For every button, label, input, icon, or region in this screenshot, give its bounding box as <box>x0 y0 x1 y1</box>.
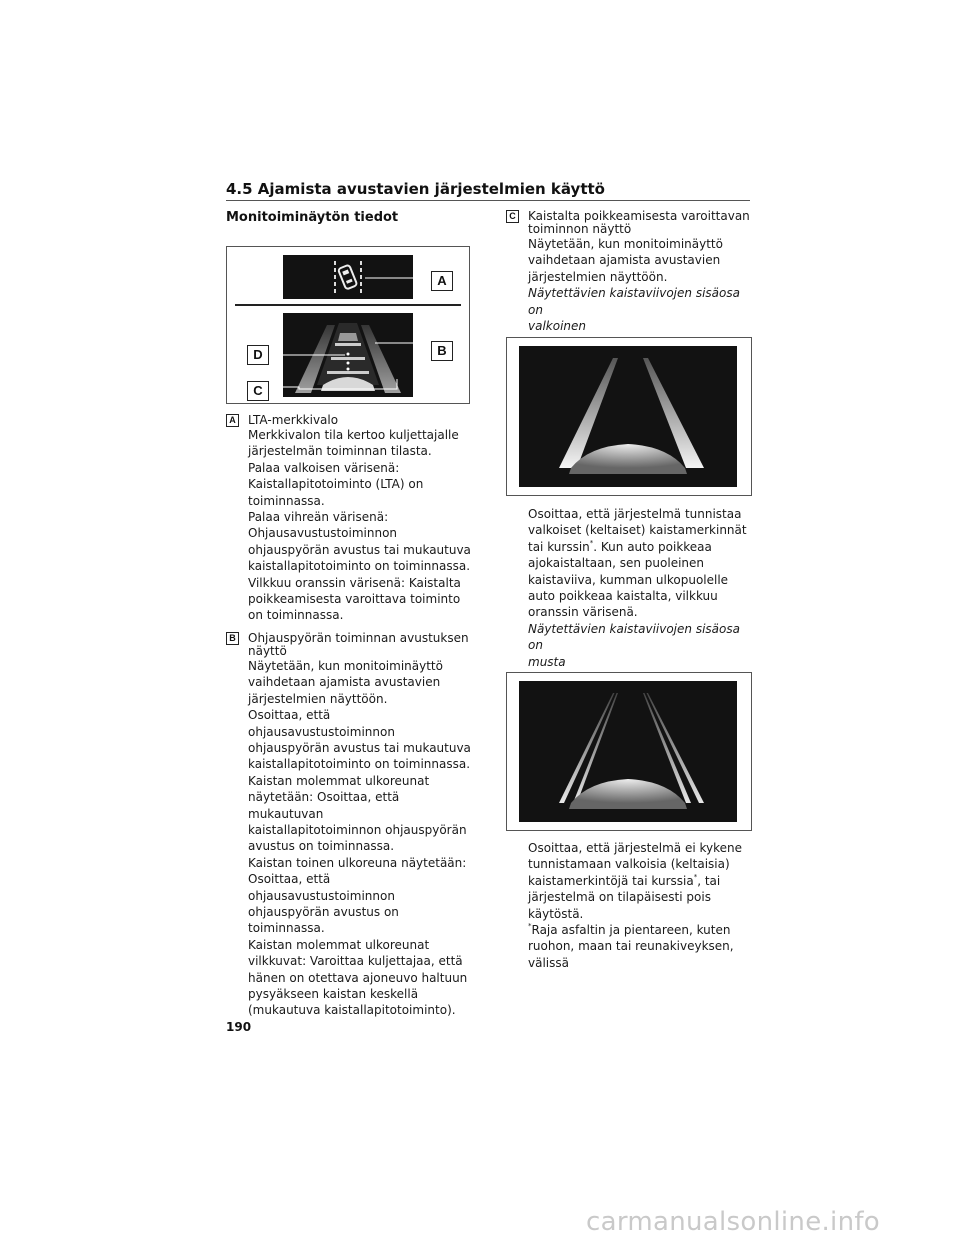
lane-figure-black <box>506 672 752 831</box>
desc-2-line: järjestelmä on tilapäisesti pois <box>528 890 711 905</box>
steering-assist-screen <box>283 313 413 397</box>
display-divider <box>235 304 461 306</box>
footnote-marker: * <box>589 538 594 547</box>
desc-1-line: valkoiset (keltaiset) kaistamerkinnät <box>528 523 747 538</box>
item-a-line: Palaa valkoisen värisenä: <box>248 460 400 475</box>
item-b-line: ohjauspyörän avustus tai mukautuva <box>248 740 471 755</box>
desc-1-line: ajokaistaltaan, sen puoleinen <box>528 556 705 571</box>
item-b-body <box>226 658 472 1019</box>
desc-2-text: , tai <box>697 873 721 888</box>
right-column-top <box>506 210 756 334</box>
item-c-line: Näytetään, kun monitoiminäyttö <box>528 237 723 251</box>
item-b-line: vilkkuvat: Varoittaa kuljettajaa, että <box>248 954 463 969</box>
item-b-line: Näytetään, kun monitoiminäyttö <box>248 658 443 673</box>
footnote-marker: * <box>693 872 698 881</box>
desc-1-line: oranssin värisenä. <box>528 605 638 620</box>
item-a-line: ohjauspyörän avustus tai mukautuva <box>248 542 471 557</box>
item-b-line: ohjausavustustoiminnon <box>248 724 395 739</box>
callout-a: A <box>431 271 453 291</box>
item-c-title-line: Kaistalta poikkeamisesta varoittavan <box>528 209 750 223</box>
desc-1-text: tai kurssin <box>528 539 590 554</box>
item-b-title <box>248 632 469 658</box>
item-b-line: (mukautuva kaistallapitotoiminto). <box>248 1003 456 1018</box>
watermark: carmanualsonline.info <box>586 1207 881 1237</box>
lane-figure-white <box>506 337 752 496</box>
desc-2-line: käytöstä. <box>528 906 584 921</box>
item-c-body <box>506 236 756 334</box>
subheading: Monitoiminäytön tiedot <box>226 210 399 225</box>
item-b-heading <box>226 632 472 658</box>
caption-white-lanes: valkoinen <box>528 319 587 334</box>
desc-2-line: tunnistamaan valkoisia (keltaisia) <box>528 857 730 872</box>
item-b-line: Osoittaa, että <box>248 708 331 723</box>
item-b-line: Osoittaa, että <box>248 872 331 887</box>
item-b-line: Kaistan toinen ulkoreuna näytetään: <box>248 855 467 870</box>
callout-c: C <box>247 381 269 401</box>
item-b-line: toiminnassa. <box>248 921 325 936</box>
marker-b: B <box>226 632 239 645</box>
item-c-title <box>528 210 750 236</box>
black-lane-graphic <box>519 681 737 822</box>
desc-2-line: Osoittaa, että järjestelmä ei kykene <box>528 841 742 855</box>
section-title: 4.5 Ajamista avustavien järjestelmien käyttö <box>226 180 605 198</box>
item-b-title-line: näyttö <box>248 643 287 658</box>
footnote-line <box>528 922 756 938</box>
item-a-line: on toiminnassa. <box>248 608 344 623</box>
lta-indicator-icon <box>283 255 413 299</box>
desc-1-line: auto poikkeaa kaistalta, vilkkuu <box>528 589 718 604</box>
item-b-line: järjestelmien näyttöön. <box>248 691 388 706</box>
item-b-line: Kaistan molemmat ulkoreunat <box>248 937 430 952</box>
item-a-line: järjestelmän toiminnan tilasta. <box>248 444 432 459</box>
caption-black-lanes: Näytettävien kaistaviivojen sisäosa on <box>528 621 740 653</box>
item-c-line: vaihdetaan ajamista avustavien <box>528 253 721 268</box>
item-a-line: Palaa vihreän värisenä: <box>248 510 389 525</box>
item-b-line: Kaistan molemmat ulkoreunat <box>248 773 430 788</box>
item-c-line: järjestelmien näyttöön. <box>528 269 668 284</box>
item-b-line: kaistallapitotoiminto on toiminnassa. <box>248 757 471 772</box>
desc-2-text: kaistamerkintöjä tai kurssia <box>528 873 694 888</box>
right-column-bottom <box>528 840 756 971</box>
item-b-line: hänen on otettava ajoneuvo haltuun <box>248 970 468 985</box>
desc-1-text: . Kun auto poikkeaa <box>593 539 712 554</box>
item-b-line: vaihdetaan ajamista avustavien <box>248 675 441 690</box>
item-c-title-line: toiminnon näyttö <box>528 222 632 236</box>
callout-d: D <box>247 345 269 365</box>
lane-road-graphic <box>283 313 413 397</box>
desc-1-line: Osoittaa, että järjestelmä tunnistaa <box>528 507 742 521</box>
item-a-title: LTA-merkkivalo <box>248 413 339 427</box>
item-a-line: Vilkkuu oranssin värisenä: Kaistalta <box>248 575 461 590</box>
page-number: 190 <box>226 1020 252 1034</box>
item-b-line: avustus on toiminnassa. <box>248 839 395 854</box>
left-column <box>226 414 472 1019</box>
item-a-line: kaistallapitotoiminto on toiminnassa. <box>248 559 471 574</box>
caption-white-lanes: Näytettävien kaistaviivojen sisäosa on <box>528 286 740 317</box>
item-b-line: kaistallapitotoiminnon ohjauspyörän <box>248 822 467 837</box>
footnote-text: Raja asfaltin ja pientareen, kuten <box>531 923 731 938</box>
marker-c: C <box>506 210 519 223</box>
item-a-heading <box>226 414 472 427</box>
caption-black-lanes: musta <box>528 654 566 669</box>
desc-1-line <box>528 539 756 555</box>
callout-b: B <box>431 341 453 361</box>
lane-screen-black <box>519 681 737 822</box>
display-diagram <box>226 246 470 404</box>
item-c-heading <box>506 210 756 236</box>
item-a-line: poikkeamisesta varoittava toiminto <box>248 592 461 607</box>
footnote-line: välissä <box>528 955 569 970</box>
item-a-body <box>226 427 472 624</box>
footnote-line: ruohon, maan tai reunakiveyksen, <box>528 939 734 954</box>
item-a-line: Ohjausavustustoiminnon <box>248 526 398 541</box>
right-column-mid <box>528 506 756 670</box>
marker-a: A <box>226 414 239 427</box>
item-a-line: toiminnassa. <box>248 493 325 508</box>
section-divider <box>226 200 750 201</box>
desc-1-line: kaistaviiva, kumman ulkopuolelle <box>528 572 729 587</box>
item-b-line: näytetään: Osoittaa, että mukautuvan <box>248 790 400 821</box>
lane-screen-white <box>519 346 737 487</box>
item-b-line: pysyäkseen kaistan keskellä <box>248 987 419 1001</box>
item-a-line: Kaistallapitotoiminto (LTA) on <box>248 477 424 492</box>
white-lane-graphic <box>519 346 737 487</box>
item-b-line: ohjausavustustoiminnon <box>248 888 395 903</box>
item-a-line: Merkkivalon tila kertoo kuljettajalle <box>248 428 459 442</box>
item-b-line: ohjauspyörän avustus on <box>248 904 399 919</box>
item-b-title-line: Ohjauspyörän toiminnan avustuksen <box>248 630 469 645</box>
footnote-marker: * <box>528 922 532 931</box>
lta-indicator-screen <box>283 255 413 299</box>
desc-2-line <box>528 873 756 889</box>
